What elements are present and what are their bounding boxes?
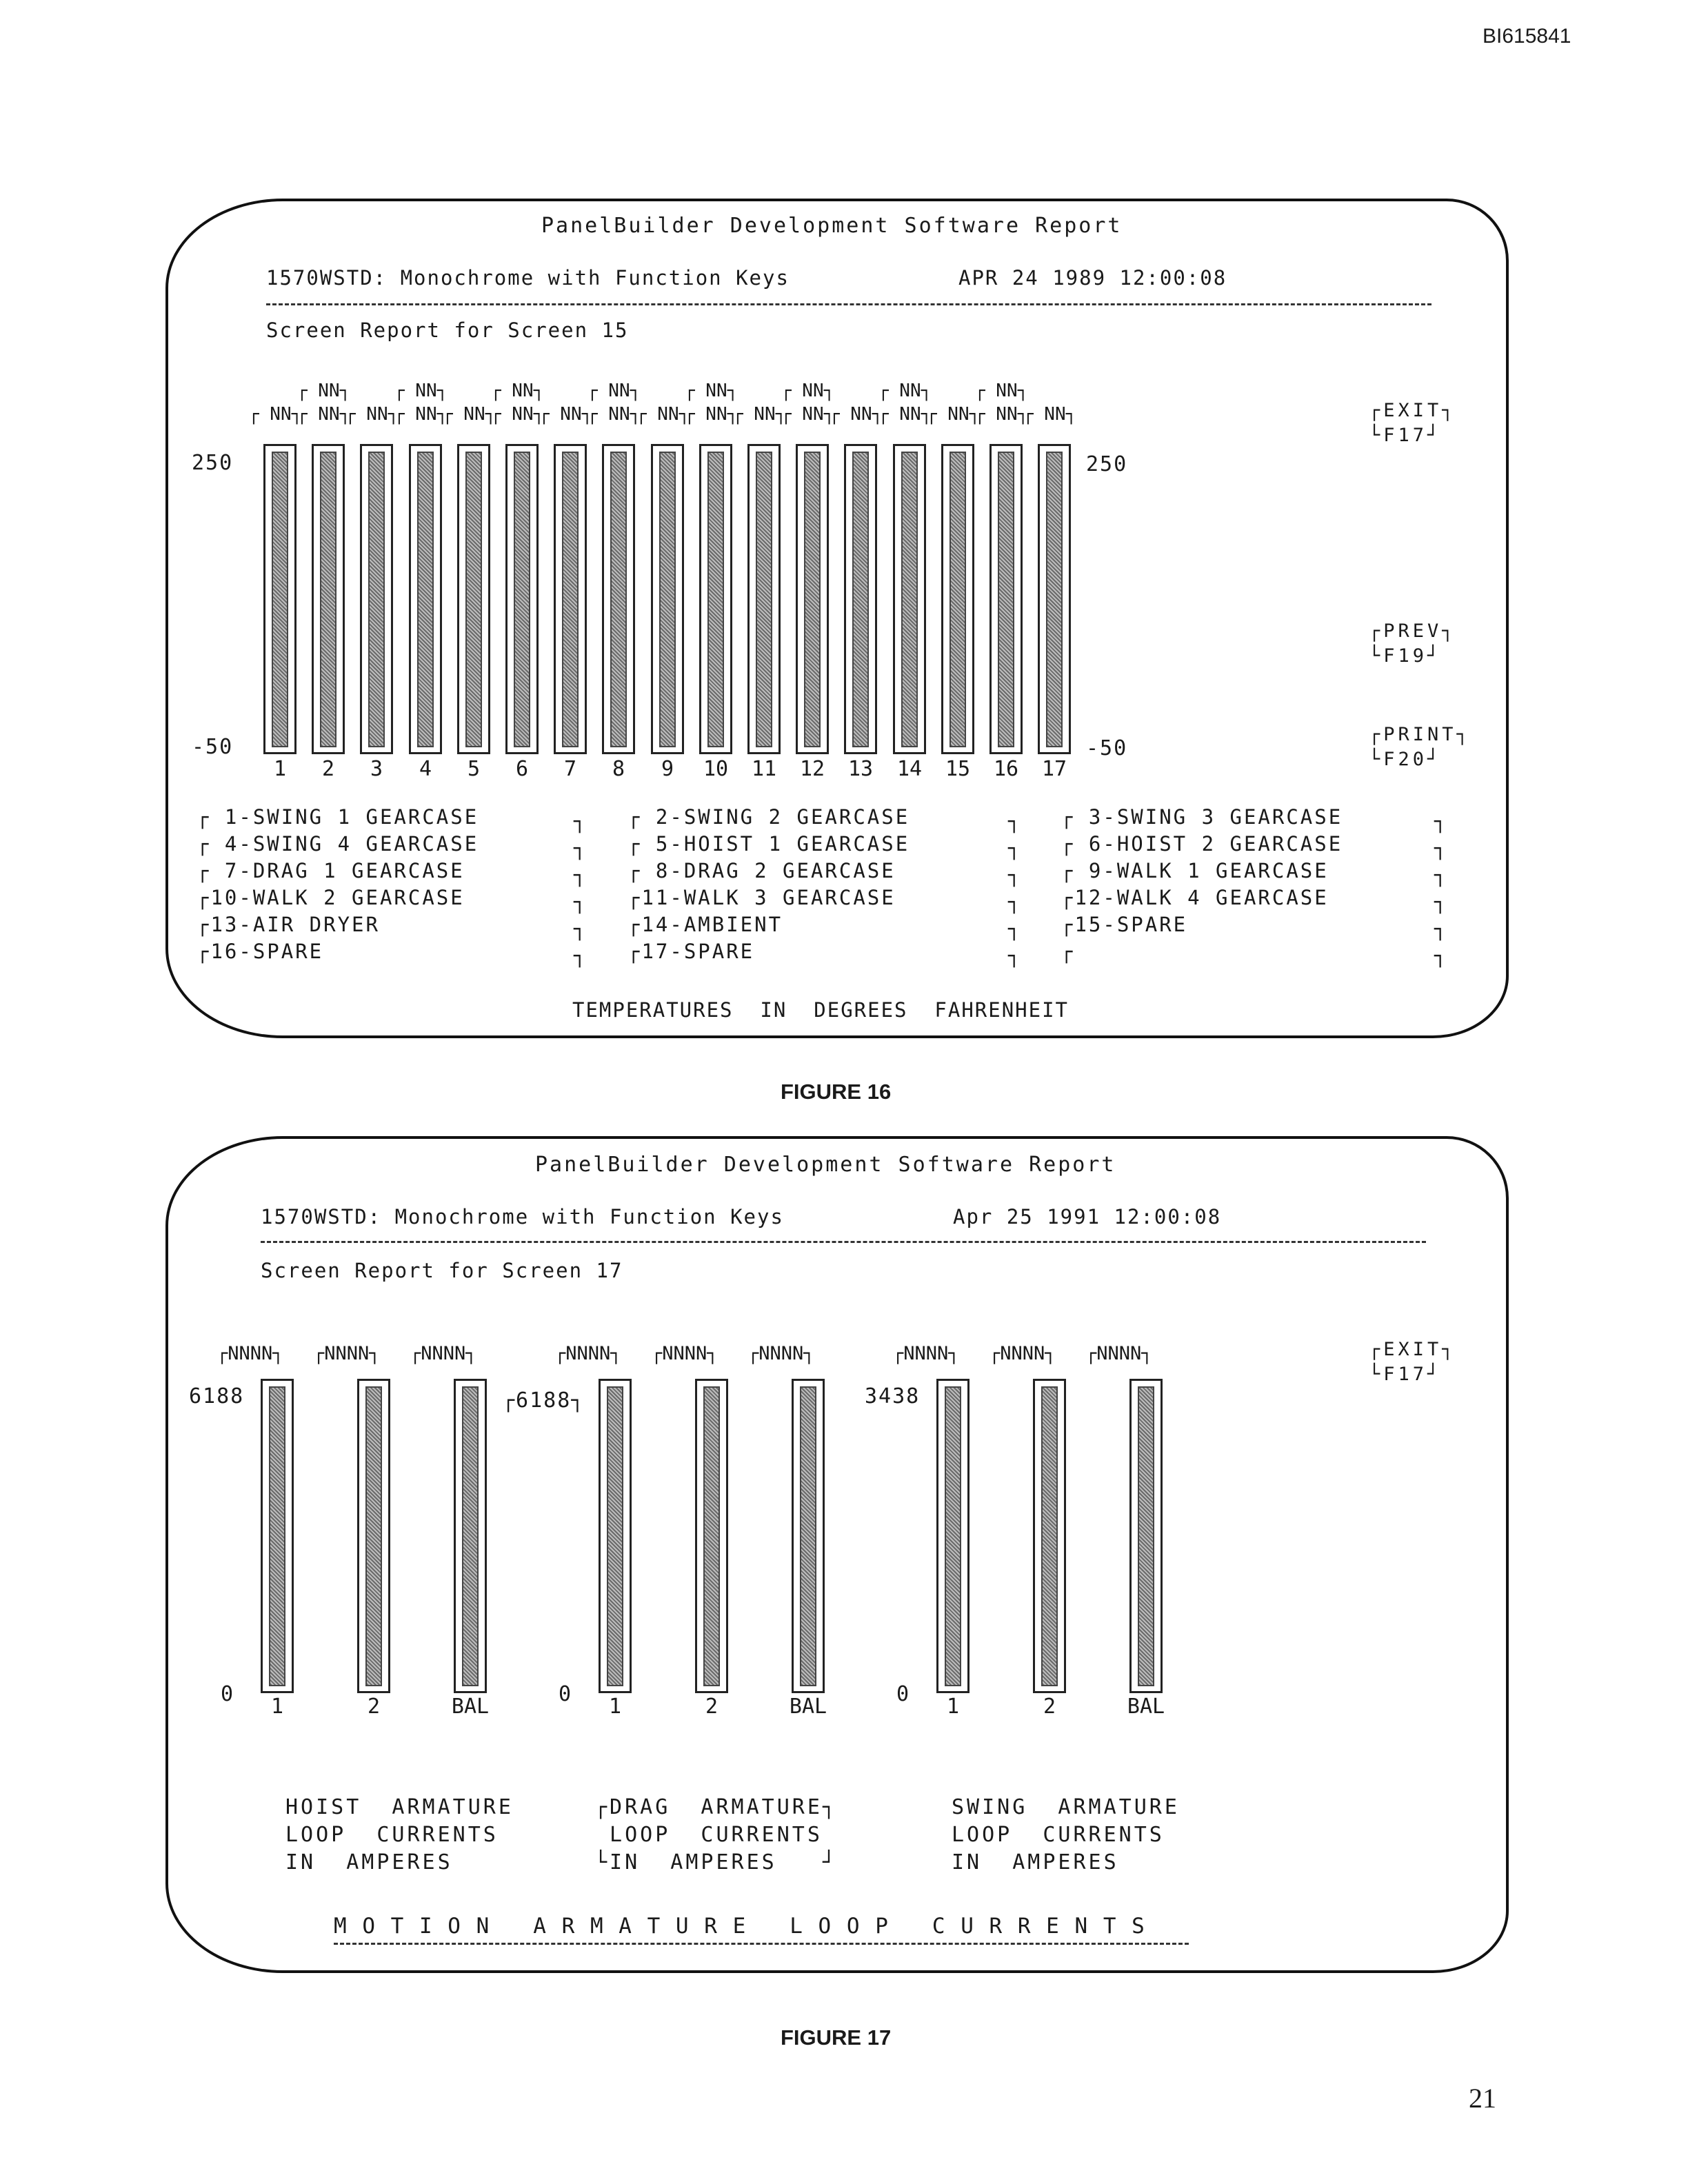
figure17-caption: FIGURE 17 <box>781 2025 892 2050</box>
group-axis-top: ┌6188┐ <box>502 1388 585 1413</box>
fig17-screen-report: Screen Report for Screen 17 <box>261 1259 623 1282</box>
legend-close-bracket: ┐ <box>1008 836 1021 860</box>
nn-readout: ┌ NN┐ <box>878 404 932 425</box>
legend-item: ┌ <box>1061 940 1075 963</box>
bar-label: 2 <box>367 1695 381 1719</box>
nn-readout: ┌ NN┐ <box>974 381 1029 401</box>
legend-close-bracket: ┐ <box>1434 836 1447 860</box>
bar-fill <box>945 1386 961 1686</box>
bar-label: 2 <box>705 1695 719 1719</box>
bar-number-label: 5 <box>467 757 481 781</box>
nn-readout: ┌ NN┐ <box>394 381 448 401</box>
nn-readout: ┌ NN┐ <box>781 381 835 401</box>
temperature-bar <box>602 444 635 754</box>
legend-close-bracket: ┐ <box>1434 809 1447 833</box>
fig17-f17-label: └F17┘ <box>1369 1364 1443 1385</box>
nnnn-readout: ┌NNNN┐ <box>989 1343 1056 1364</box>
temperature-bar <box>457 444 490 754</box>
legend-item: ┌14-AMBIENT <box>627 913 783 936</box>
nn-readout: ┌ NN┐ <box>684 404 738 425</box>
current-bar <box>936 1379 969 1693</box>
bar-number-label: 9 <box>661 757 674 781</box>
fig16-header: 1570WSTD: Monochrome with Function Keys <box>266 266 790 290</box>
legend-item: ┌10-WALK 2 GEARCASE <box>197 886 465 909</box>
bar-fill <box>465 452 482 747</box>
group-caption-line: SWING ARMATURE <box>952 1795 1180 1819</box>
bar-fill <box>368 452 385 747</box>
prev-f19-key[interactable] <box>1369 619 1457 669</box>
legend-item: ┌ 1-SWING 1 GEARCASE <box>197 805 479 829</box>
fig16-footer: TEMPERATURES IN DEGREES FAHRENHEIT <box>572 998 1069 1022</box>
legend-item: ┌17-SPARE <box>627 940 755 963</box>
temperature-bar <box>651 444 684 754</box>
legend-close-bracket: ┐ <box>574 836 586 860</box>
current-bar <box>1033 1379 1066 1693</box>
legend-close-bracket: ┐ <box>574 944 586 967</box>
nn-readout: ┌ NN┐ <box>248 404 303 425</box>
nn-readout: ┌ NN┐ <box>587 404 641 425</box>
current-bar <box>695 1379 728 1693</box>
nnnn-readout: ┌NNNN┐ <box>747 1343 815 1364</box>
bar-fill <box>320 452 336 747</box>
legend-close-bracket: ┐ <box>1434 890 1447 913</box>
legend-item: ┌ 7-DRAG 1 GEARCASE <box>197 859 465 882</box>
bar-fill <box>1041 1386 1058 1686</box>
bar-fill <box>804 452 821 747</box>
fig17-report-title: PanelBuilder Development Software Report <box>535 1153 1116 1177</box>
temperature-bar <box>263 444 297 754</box>
bar-number-label: 13 <box>847 757 874 781</box>
nnnn-readout: ┌NNNN┐ <box>217 1343 284 1364</box>
current-bar <box>1129 1379 1163 1693</box>
temperature-bar <box>1038 444 1071 754</box>
nnnn-readout: ┌NNNN┐ <box>1085 1343 1153 1364</box>
bar-number-label: 3 <box>370 757 383 781</box>
nn-readout: ┌ NN┐ <box>345 404 399 425</box>
temperature-bar <box>941 444 974 754</box>
nn-readout: ┌ NN┐ <box>394 404 448 425</box>
legend-item: ┌13-AIR DRYER <box>197 913 380 936</box>
temperature-bar <box>796 444 829 754</box>
exit-label: ┌EXIT┐ <box>1369 400 1457 421</box>
legend-close-bracket: ┐ <box>1434 944 1447 967</box>
f17-label: └F17┘ <box>1369 425 1443 446</box>
bar-number-label: 7 <box>563 757 577 781</box>
bar-fill <box>659 452 676 747</box>
legend-item: ┌ 3-SWING 3 GEARCASE <box>1061 805 1343 829</box>
bar-number-label: 12 <box>799 757 825 781</box>
group-axis-bottom: 0 <box>896 1682 911 1706</box>
bar-fill <box>1046 452 1063 747</box>
bar-number-label: 15 <box>945 757 971 781</box>
bar-fill <box>610 452 627 747</box>
legend-item: ┌ 6-HOIST 2 GEARCASE <box>1061 832 1343 856</box>
legend-item: ┌16-SPARE <box>197 940 324 963</box>
bar-fill <box>800 1386 816 1686</box>
fig17-divider <box>261 1241 1426 1243</box>
legend-item: ┌12-WALK 4 GEARCASE <box>1061 886 1329 909</box>
bar-number-label: 2 <box>321 757 335 781</box>
bar-fill <box>365 1386 382 1686</box>
temperature-bar <box>699 444 732 754</box>
bar-number-label: 8 <box>612 757 625 781</box>
temperature-bar <box>360 444 393 754</box>
legend-item: ┌ 4-SWING 4 GEARCASE <box>197 832 479 856</box>
nn-readout: ┌ NN┐ <box>539 404 593 425</box>
group-caption-line: IN AMPERES <box>285 1850 453 1874</box>
current-bar <box>357 1379 390 1693</box>
legend-close-bracket: ┐ <box>1434 863 1447 887</box>
fig16-axis-top-right: 250 <box>1086 452 1128 476</box>
fig16-screen-report: Screen Report for Screen 15 <box>266 318 629 342</box>
current-bar <box>454 1379 487 1693</box>
nn-readout: ┌ NN┐ <box>636 404 690 425</box>
fig16-divider <box>266 303 1431 305</box>
bar-fill <box>756 452 772 747</box>
bar-fill <box>703 1386 720 1686</box>
legend-close-bracket: ┐ <box>574 890 586 913</box>
nnnn-readout: ┌NNNN┐ <box>892 1343 960 1364</box>
temperature-bar <box>893 444 926 754</box>
bar-label: 2 <box>1043 1695 1056 1719</box>
fig17-header: 1570WSTD: Monochrome with Function Keys <box>261 1205 784 1228</box>
legend-item: ┌ 8-DRAG 2 GEARCASE <box>627 859 896 882</box>
group-axis-top: 3438 <box>865 1384 921 1408</box>
group-axis-bottom: 0 <box>221 1682 235 1706</box>
bar-label: 1 <box>270 1695 284 1719</box>
bar-number-label: 1 <box>273 757 287 781</box>
legend-item: ┌ 5-HOIST 1 GEARCASE <box>627 832 910 856</box>
nn-readout: ┌ NN┐ <box>490 404 545 425</box>
document-id: BI615841 <box>1483 25 1571 48</box>
nn-readout: ┌ NN┐ <box>684 381 738 401</box>
bar-fill <box>514 452 530 747</box>
nn-readout: ┌ NN┐ <box>878 381 932 401</box>
legend-item: ┌ 2-SWING 2 GEARCASE <box>627 805 910 829</box>
bar-fill <box>950 452 966 747</box>
legend-close-bracket: ┐ <box>1008 863 1021 887</box>
bar-label: BAL <box>1127 1695 1165 1719</box>
nn-readout: ┌ NN┐ <box>1023 404 1077 425</box>
fig17-date: Apr 25 1991 12:00:08 <box>953 1205 1222 1228</box>
bar-number-label: 17 <box>1041 757 1067 781</box>
fig16-date: APR 24 1989 12:00:08 <box>958 266 1227 290</box>
bar-label: BAL <box>451 1695 490 1719</box>
bar-fill <box>852 452 869 747</box>
nn-readout: ┌ NN┐ <box>490 381 545 401</box>
bar-label: BAL <box>789 1695 827 1719</box>
nn-readout: ┌ NN┐ <box>974 404 1029 425</box>
legend-close-bracket: ┐ <box>1008 917 1021 940</box>
bar-number-label: 4 <box>419 757 432 781</box>
nn-readout: ┌ NN┐ <box>926 404 981 425</box>
nnnn-readout: ┌NNNN┐ <box>554 1343 622 1364</box>
bar-fill <box>998 452 1014 747</box>
legend-close-bracket: ┐ <box>1008 809 1021 833</box>
temperature-bar <box>747 444 781 754</box>
nnnn-readout: ┌NNNN┐ <box>410 1343 477 1364</box>
figure16-caption: FIGURE 16 <box>781 1080 892 1104</box>
prev-label: ┌PREV┐ <box>1369 620 1457 642</box>
nn-readout: ┌ NN┐ <box>587 381 641 401</box>
fig16-report-title: PanelBuilder Development Software Report <box>541 214 1123 238</box>
bar-fill <box>901 452 918 747</box>
bar-fill <box>1138 1386 1154 1686</box>
bar-fill <box>562 452 579 747</box>
fig16-axis-bottom-left: -50 <box>192 735 234 759</box>
temperature-bar <box>409 444 442 754</box>
nn-readout: ┌ NN┐ <box>781 404 835 425</box>
bar-number-label: 6 <box>515 757 529 781</box>
fig16-axis-top-left: 250 <box>192 451 234 475</box>
legend-close-bracket: ┐ <box>574 917 586 940</box>
legend-close-bracket: ┐ <box>1008 944 1021 967</box>
bar-fill <box>272 452 288 747</box>
temperature-bar <box>554 444 587 754</box>
bar-fill <box>417 452 434 747</box>
temperature-bar <box>505 444 539 754</box>
bar-number-label: 11 <box>751 757 777 781</box>
group-caption-line: HOIST ARMATURE <box>285 1795 514 1819</box>
nn-readout: ┌ NN┐ <box>442 404 496 425</box>
current-bar <box>599 1379 632 1693</box>
current-bar <box>792 1379 825 1693</box>
nnnn-readout: ┌NNNN┐ <box>313 1343 381 1364</box>
fig17-footer-underline <box>334 1943 1189 1945</box>
legend-close-bracket: ┐ <box>1434 917 1447 940</box>
legend-item: ┌11-WALK 3 GEARCASE <box>627 886 896 909</box>
print-f20-key[interactable] <box>1369 722 1471 772</box>
legend-item: ┌15-SPARE <box>1061 913 1188 936</box>
current-bar <box>261 1379 294 1693</box>
legend-close-bracket: ┐ <box>574 809 586 833</box>
page-number: 21 <box>1469 2083 1496 2114</box>
bar-fill <box>707 452 724 747</box>
group-caption-line: LOOP CURRENTS <box>952 1823 1165 1847</box>
nn-readout: ┌ NN┐ <box>732 404 787 425</box>
group-axis-bottom: 0 <box>559 1682 573 1706</box>
bar-number-label: 10 <box>703 757 729 781</box>
nn-readout: ┌ NN┐ <box>297 381 351 401</box>
temperature-bar <box>989 444 1023 754</box>
fig17-exit-label: ┌EXIT┐ <box>1369 1339 1457 1360</box>
nnnn-readout: ┌NNNN┐ <box>651 1343 719 1364</box>
group-caption-line: IN AMPERES <box>952 1850 1119 1874</box>
exit-f17-key[interactable] <box>1369 398 1457 448</box>
group-caption-line: └IN AMPERES ┘ <box>594 1850 838 1874</box>
group-axis-top: 6188 <box>189 1384 245 1408</box>
f19-label: └F19┘ <box>1369 645 1443 667</box>
nn-readout: ┌ NN┐ <box>297 404 351 425</box>
bar-fill <box>269 1386 285 1686</box>
group-caption-line: LOOP CURRENTS <box>594 1823 823 1847</box>
fig17-footer: M O T I O N A R M A T U R E L O O P C U R R E N T S <box>334 1914 1146 1939</box>
temperature-bar <box>312 444 345 754</box>
bar-label: 1 <box>608 1695 622 1719</box>
bar-number-label: 14 <box>896 757 923 781</box>
group-caption-line: ┌DRAG ARMATURE┐ <box>594 1795 838 1819</box>
temperature-bar <box>844 444 877 754</box>
print-label: ┌PRINT┐ <box>1369 724 1471 745</box>
legend-close-bracket: ┐ <box>1008 890 1021 913</box>
legend-item: ┌ 9-WALK 1 GEARCASE <box>1061 859 1329 882</box>
fig16-axis-bottom-right: -50 <box>1086 736 1128 760</box>
bar-fill <box>462 1386 479 1686</box>
bar-number-label: 16 <box>993 757 1019 781</box>
f20-label: └F20┘ <box>1369 749 1443 770</box>
fig17-exit-f17-key[interactable] <box>1369 1337 1457 1387</box>
nn-readout: ┌ NN┐ <box>829 404 883 425</box>
legend-close-bracket: ┐ <box>574 863 586 887</box>
bar-label: 1 <box>946 1695 960 1719</box>
group-caption-line: LOOP CURRENTS <box>285 1823 499 1847</box>
bar-fill <box>607 1386 623 1686</box>
